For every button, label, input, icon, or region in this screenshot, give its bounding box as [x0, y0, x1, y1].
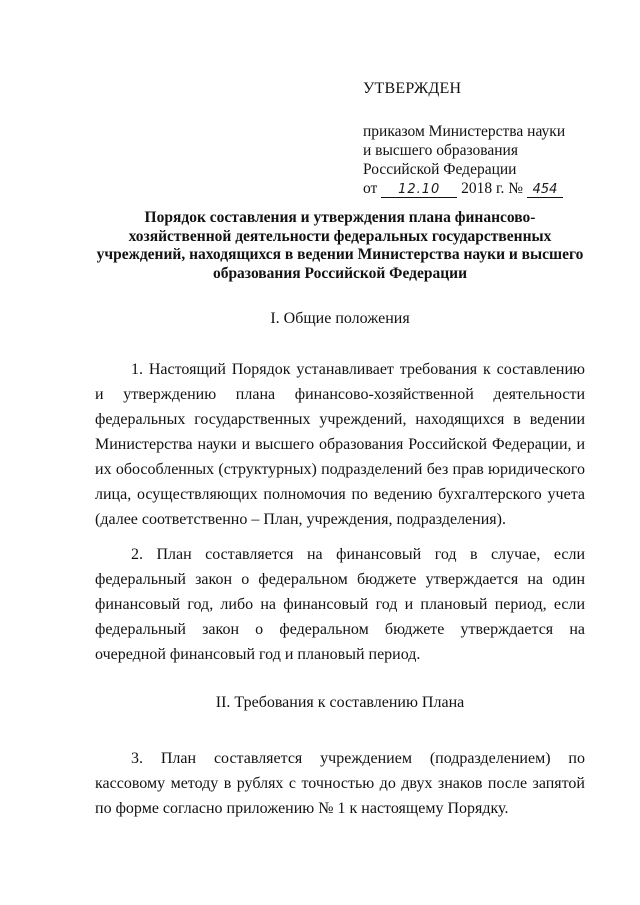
handwritten-order-number: 454	[527, 182, 563, 198]
approval-block	[363, 79, 603, 198]
approved-heading: УТВЕРЖДЕН	[363, 80, 462, 97]
paragraph-1: 1. Настоящий Порядок устанавливает требования к составлению и утверждению плана финансово-хозяйственной деятельности федеральных государственных учреждений, находящихся в ведении Министерства науки и высшего образования Российской Федерации, и их обособленных (структурных) подразделений без прав юридического лица, осуществляющих полномочия по ведению бухгалтерского учета (далее соответственно – План, учреждения, подразделения).	[95, 361, 585, 528]
paragraph-2: 2. План составляется на финансовый год в случае, если федеральный закон о федеральном бюджете утверждается на один финансовый год, либо на финансовый год и плановый период, если федеральный закон о федеральном бюджете утверждается на очередной финансовый год и плановый период.	[95, 546, 585, 663]
year-text: 2018 г. №	[461, 180, 524, 197]
section-heading-requirements: II. Требования к составлению Плана	[215, 694, 465, 711]
approval-line-2: и высшего образования	[363, 142, 518, 159]
handwritten-date: 12.10	[381, 182, 457, 198]
paragraph-3: 3. План составляется учреждением (подразделением) по кассовому методу в рублях с точностью до двух знаков после запятой по форме согласно приложению № 1 к настоящему Порядку.	[95, 750, 585, 817]
approval-line-3: Российской Федерации	[363, 161, 517, 178]
section-heading-general: I. Общие положения	[270, 310, 410, 327]
approval-date-line	[363, 179, 603, 198]
approval-line-1: приказом Министерства науки	[363, 123, 566, 140]
date-prefix: от	[363, 180, 378, 197]
document-title: Порядок составления и утверждения плана финансово-хозяйственной деятельности федеральных государственных учреждений, находящихся в ведении Министерства науки и высшего образования Российской Федерации	[96, 209, 584, 282]
